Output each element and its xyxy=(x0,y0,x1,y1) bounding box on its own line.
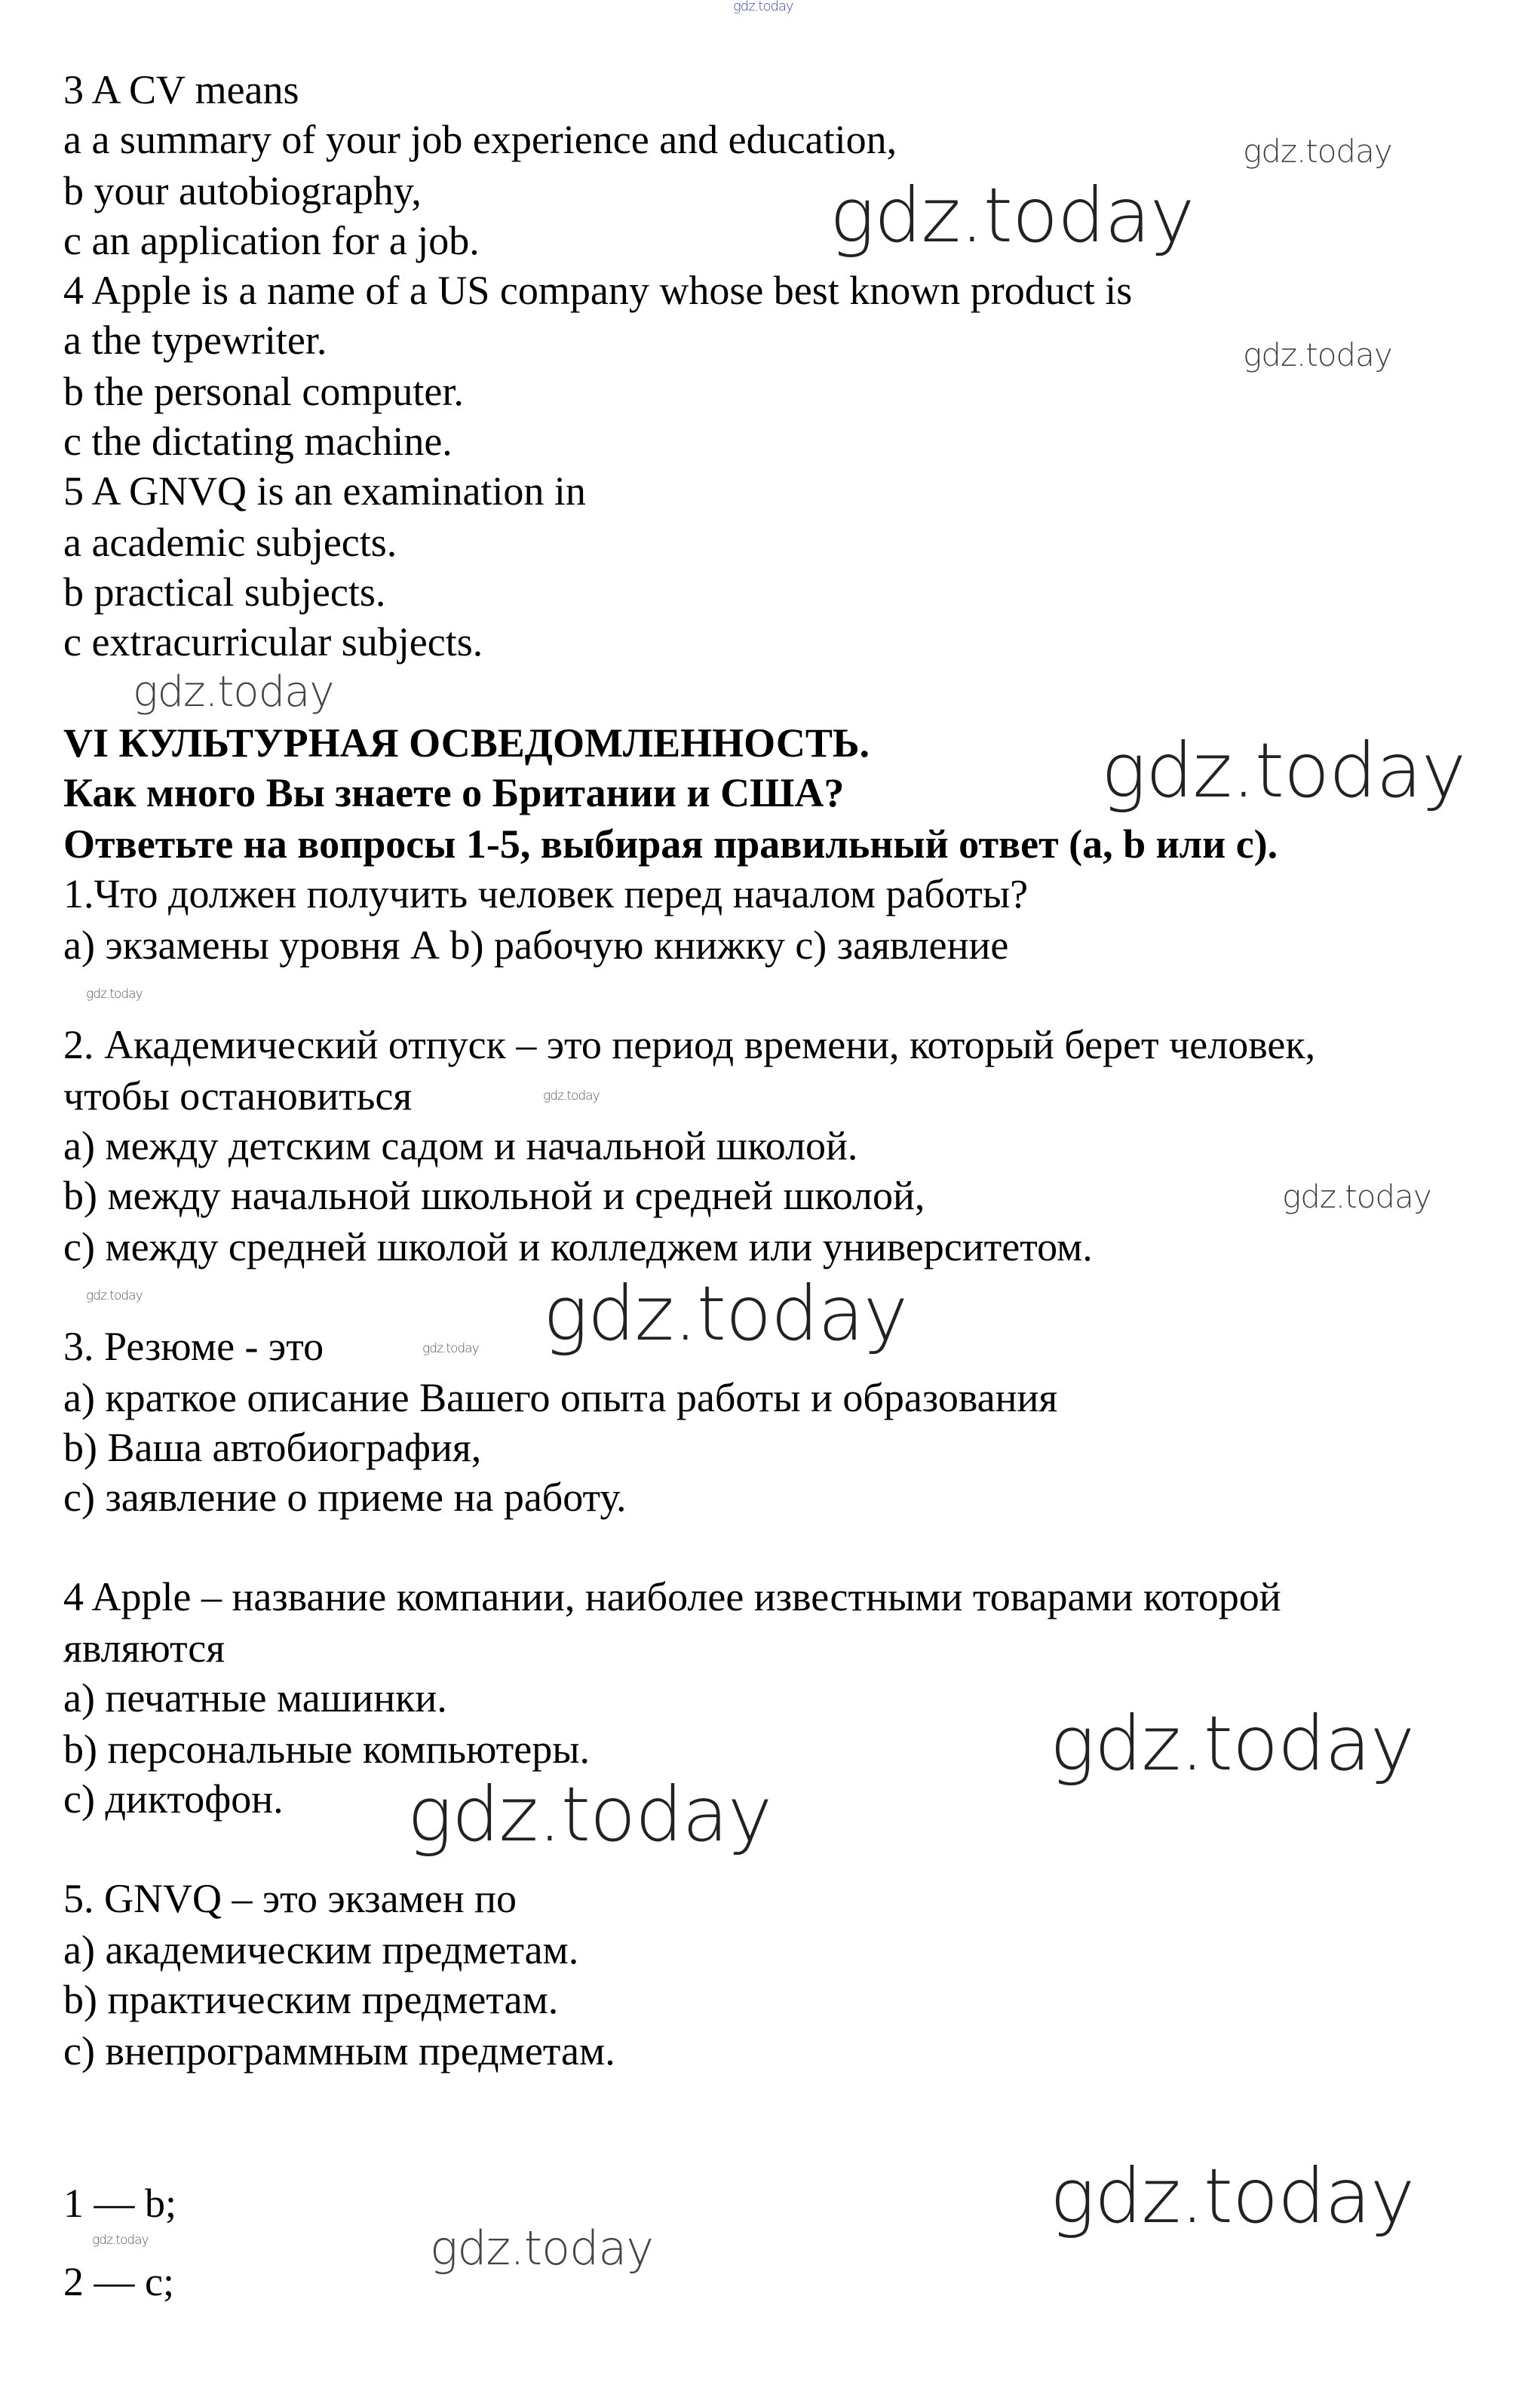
section-instruction: Ответьте на вопросы 1-5, выбирая правильный ответ (a, b или c). xyxy=(63,821,1278,867)
watermark: gdz.today xyxy=(430,2221,654,2276)
ru-q1-options: а) экзамены уровня А b) рабочую книжку с) заявление xyxy=(63,922,1009,968)
ru-q5-c: с) внепрограммным предметам. xyxy=(63,2028,615,2074)
watermark: gdz.today xyxy=(543,1269,908,1358)
watermark: gdz.today xyxy=(543,1088,600,1104)
watermark: gdz.today xyxy=(1101,726,1466,815)
ru-q2: 2. Академический отпуск – это период времени, который берет человек, xyxy=(63,1022,1316,1067)
ru-q4-cont: являются xyxy=(63,1625,225,1671)
ru-q5-b: b) практическим предметам. xyxy=(63,1977,559,2022)
en-q5: 5 A GNVQ is an examination in xyxy=(63,468,586,514)
ru-q4-a: а) печатные машинки. xyxy=(63,1675,447,1721)
watermark: gdz.today xyxy=(86,987,143,1002)
section-subtitle: Как много Вы знаете о Британии и США? xyxy=(63,770,845,815)
ru-q3: 3. Резюме - это xyxy=(63,1324,324,1369)
ru-q2-c: с) между средней школой и колледжем или университетом. xyxy=(63,1224,1093,1269)
watermark: gdz.today xyxy=(1050,1699,1415,1788)
ru-q4-b: b) персональные компьютеры. xyxy=(63,1727,591,1772)
en-q4-c: c the dictating machine. xyxy=(63,419,452,464)
watermark: gdz.today xyxy=(1282,1178,1431,1215)
watermark: gdz.today xyxy=(1243,336,1392,373)
ru-q4: 4 Apple – название компании, наиболее известными товарами которой xyxy=(63,1574,1281,1619)
watermark: gdz.today xyxy=(830,171,1195,259)
ru-q3-b: b) Ваша автобиография, xyxy=(63,1425,482,1470)
en-q3-c: c an application for a job. xyxy=(63,218,480,263)
ru-q2-a: а) между детским садом и начальной школой. xyxy=(63,1123,858,1168)
ru-q2-b: b) между начальной школьной и средней школой, xyxy=(63,1173,925,1218)
watermark: gdz.today xyxy=(1050,2152,1415,2240)
ru-q3-c: с) заявление о приеме на работу. xyxy=(63,1475,627,1520)
watermark: gdz.today xyxy=(1243,133,1392,170)
en-q4: 4 Apple is a name of a US company whose best known product is xyxy=(63,268,1133,313)
ru-q3-a: а) краткое описание Вашего опыта работы и образования xyxy=(63,1375,1058,1420)
ru-q1: 1.Что должен получить человек перед началом работы? xyxy=(63,871,1029,916)
answer-1: 1 — b; xyxy=(63,2181,177,2226)
en-q3-b: b your autobiography, xyxy=(63,168,422,213)
ru-q4-c: с) диктофон. xyxy=(63,1776,284,1822)
en-q3-a: a a summary of your job experience and education, xyxy=(63,117,897,162)
ru-q2-cont: чтобы остановиться xyxy=(63,1073,413,1119)
en-q5-b: b practical subjects. xyxy=(63,569,386,615)
watermark: gdz.today xyxy=(407,1770,772,1859)
en-q5-c: c extracurricular subjects. xyxy=(63,619,483,665)
ru-q5: 5. GNVQ – это экзамен по xyxy=(63,1876,517,1921)
en-q5-a: a academic subjects. xyxy=(63,520,397,565)
watermark-top: gdz.today xyxy=(733,0,793,14)
watermark: gdz.today xyxy=(422,1341,479,1356)
answer-2: 2 — c; xyxy=(63,2259,174,2304)
en-q3: 3 A CV means xyxy=(63,67,299,112)
watermark: gdz.today xyxy=(92,2233,149,2248)
watermark: gdz.today xyxy=(133,668,334,717)
section-title: VI КУЛЬТУРНАЯ ОСВЕДОМЛЕННОСТЬ. xyxy=(63,720,870,766)
en-q4-a: a the typewriter. xyxy=(63,318,327,363)
ru-q5-a: а) академическим предметам. xyxy=(63,1927,579,1972)
watermark: gdz.today xyxy=(86,1288,143,1303)
en-q4-b: b the personal computer. xyxy=(63,369,464,414)
